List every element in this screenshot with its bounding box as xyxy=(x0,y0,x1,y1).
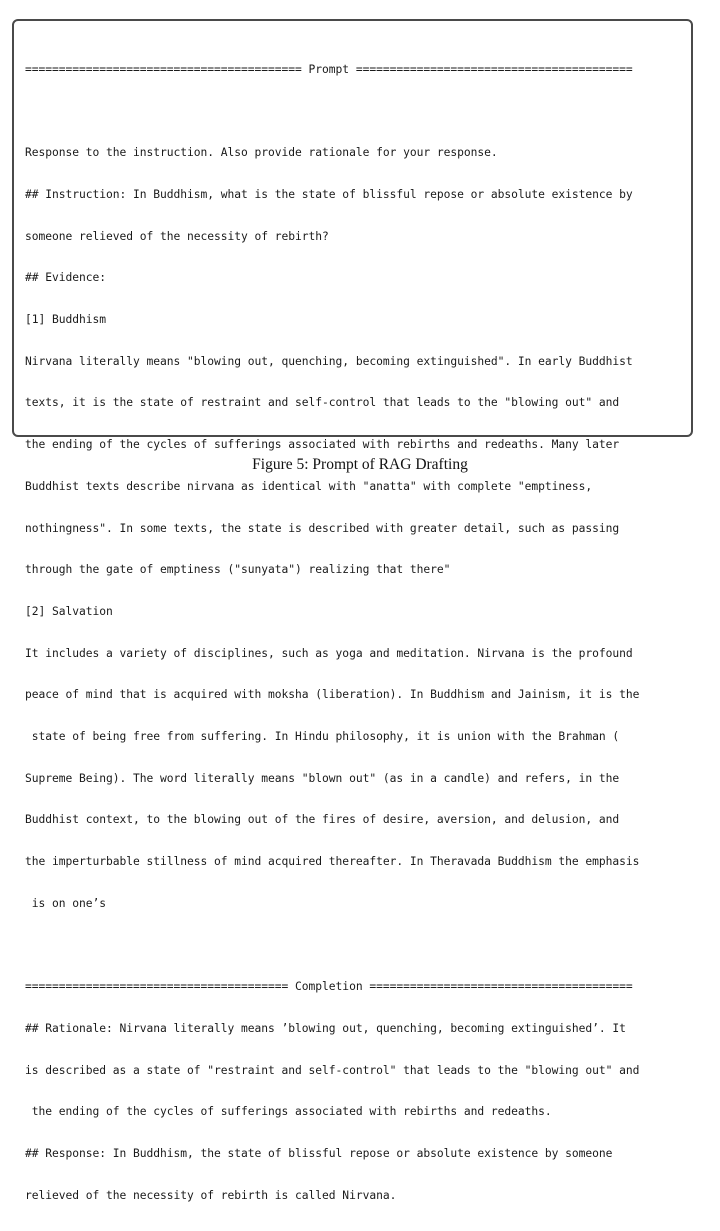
evidence-2-line: It includes a variety of disciplines, such as yoga and meditation. Nirvana is the profound xyxy=(25,646,633,660)
evidence-2-line: state of being free from suffering. In Hindu philosophy, it is union with the Brahman ( xyxy=(25,730,620,744)
spacer xyxy=(25,105,685,119)
instruction-line: someone relieved of the necessity of rebirth? xyxy=(25,229,329,243)
evidence-1-line: nothingness". In some texts, the state is described with greater detail, such as passing xyxy=(25,521,620,535)
evidence-2-line: is on one’s xyxy=(25,896,107,910)
response-line: relieved of the necessity of rebirth is called Nirvana. xyxy=(25,1188,397,1202)
evidence-heading: ## Evidence: xyxy=(25,271,107,285)
figure-caption: Figure 5: Prompt of RAG Drafting xyxy=(252,456,468,473)
prompt-line: Response to the instruction. Also provide rationale for your response. xyxy=(25,146,498,160)
evidence-2-line: the imperturbable stillness of mind acquired thereafter. In Theravada Buddhism the emphasis xyxy=(25,855,640,869)
rationale-line: the ending of the cycles of sufferings associated with rebirths and redeaths. xyxy=(25,1105,552,1119)
evidence-1-title: [1] Buddhism xyxy=(25,313,107,327)
completion-header-divider: ======================================= Completion ======================================= xyxy=(25,980,633,994)
evidence-1-line: Nirvana literally means "blowing out, quenching, becoming extinguished". In early Buddhist xyxy=(25,354,633,368)
rationale-line: is described as a state of "restraint and self-control" that leads to the "blowing out" and xyxy=(25,1063,640,1077)
prompt-text-block xyxy=(25,35,685,1231)
rationale-line: ## Rationale: Nirvana literally means ’blowing out, quenching, becoming extinguished’. It xyxy=(25,1021,626,1035)
evidence-2-line: Supreme Being). The word literally means "blown out" (as in a candle) and refers, in the xyxy=(25,771,620,785)
evidence-1-line: texts, it is the state of restraint and self-control that leads to the "blowing out" and xyxy=(25,396,620,410)
evidence-2-line: peace of mind that is acquired with moksha (liberation). In Buddhism and Jainism, it is the xyxy=(25,688,640,702)
response-line: ## Response: In Buddhism, the state of blissful repose or absolute existence by someone xyxy=(25,1147,613,1161)
evidence-1-line: Buddhist texts describe nirvana as identical with "anatta" with complete "emptiness, xyxy=(25,479,593,493)
evidence-1-line: through the gate of emptiness ("sunyata") realizing that there" xyxy=(25,563,451,577)
instruction-line: ## Instruction: In Buddhism, what is the state of blissful repose or absolute existence by xyxy=(25,187,633,201)
spacer xyxy=(25,939,685,953)
evidence-2-line: Buddhist context, to the blowing out of the fires of desire, aversion, and delusion, and xyxy=(25,813,620,827)
evidence-1-line: the ending of the cycles of sufferings associated with rebirths and redeaths. Many later xyxy=(25,438,620,452)
prompt-header-divider: ========================================= Prompt ========================================= xyxy=(25,62,633,76)
evidence-2-title: [2] Salvation xyxy=(25,604,113,618)
